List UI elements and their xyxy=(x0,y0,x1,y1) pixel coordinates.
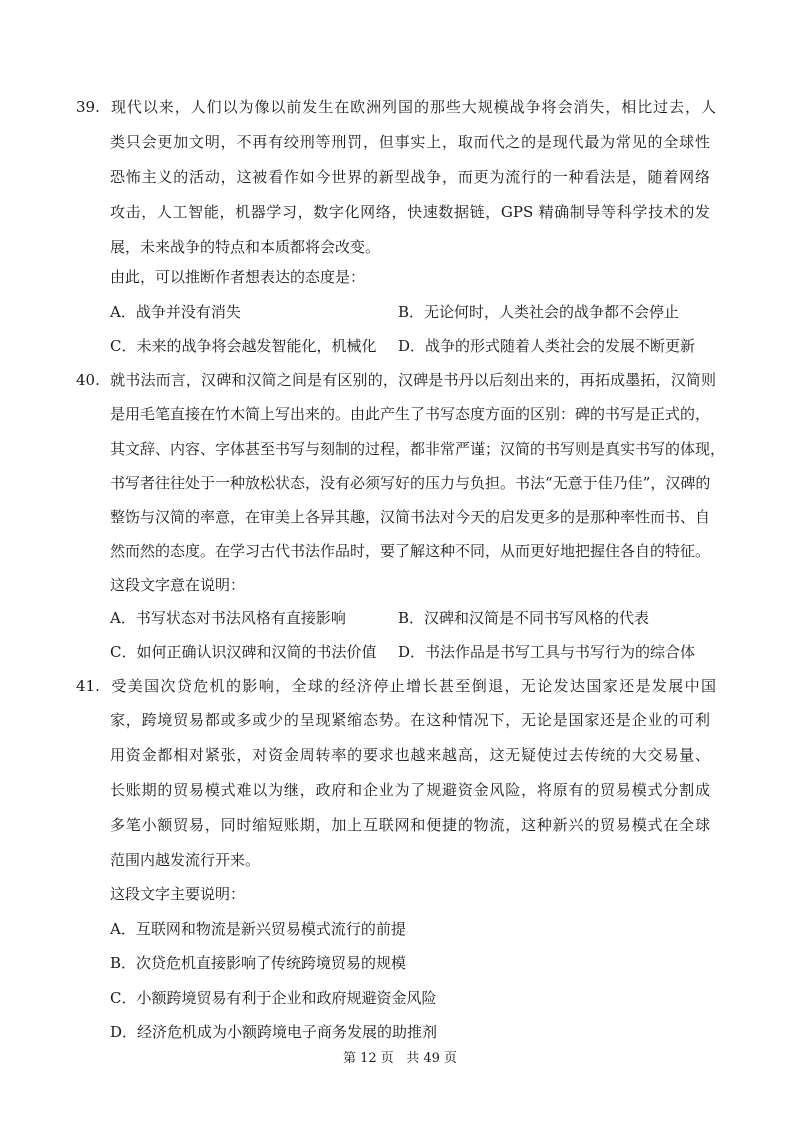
question-40-option-a[interactable]: A．书写状态对书法风格有直接影响 xyxy=(110,609,346,627)
question-40-line-1: 40. 就书法而言，汉碑和汉简之间是有区别的，汉碑是书丹以后刻出来的，再拓成墨拓，汉简则 xyxy=(76,371,716,389)
question-40-option-b[interactable]: B．汉碑和汉简是不同书写风格的代表 xyxy=(398,609,650,627)
question-40-prompt: 这段文字意在说明： xyxy=(110,576,246,594)
question-41-option-a[interactable]: A．互联网和物流是新兴贸易模式流行的前提 xyxy=(110,920,406,938)
question-39-line-2: 类只会更加文明，不再有绞刑等刑罚，但事实上，取而代之的是现代最为常见的全球性 xyxy=(110,133,710,151)
question-40-line-6: 然而然的态度。在学习古代书法作品时，要了解这种不同，从而更好地把握住各自的特征。 xyxy=(110,542,711,560)
question-41-line-1: 41. 受美国次贷危机的影响，全球的经济停止增长甚至倒退，无论发达国家还是发展中国 xyxy=(76,677,716,695)
question-40-option-c[interactable]: C．如何正确认识汉碑和汉简的书法价值 xyxy=(110,643,377,661)
page-number-text: 第 12 页 共 49 页 xyxy=(342,1051,457,1066)
question-41-line-4: 长账期的贸易模式难以为继，政府和企业为了规避资金风险，将原有的贸易模式分割成 xyxy=(110,781,710,799)
question-39-line-3: 恐怖主义的活动，这被看作如今世界的新型战争，而更为流行的一种看法是，随着网络 xyxy=(110,168,710,186)
question-41-option-b[interactable]: B．次贷危机直接影响了传统跨境贸易的规模 xyxy=(110,954,407,972)
question-40-line-5: 整饬与汉简的率意，在审美上各异其趣，汉简书法对今天的启发更多的是那种率性而书、自 xyxy=(110,508,711,526)
question-39-option-c[interactable]: C．未来的战争将会越发智能化，机械化 xyxy=(110,337,377,355)
question-39-option-a[interactable]: A．战争并没有消失 xyxy=(110,303,241,321)
question-number: 41. xyxy=(76,677,100,695)
question-41-line-2: 家，跨境贸易都或多或少的呈现紧缩态势。在这种情况下，无论是国家还是企业的可利 xyxy=(110,711,710,729)
question-39-line-5: 展，未来战争的特点和本质都将会改变。 xyxy=(110,238,381,256)
question-41-line-3: 用资金都相对紧张，对资金周转率的要求也越来越高，这无疑使过去传统的大交易量、 xyxy=(110,746,710,764)
question-39-prompt: 由此，可以推断作者想表达的态度是： xyxy=(110,268,366,286)
question-number: 40. xyxy=(76,371,100,389)
question-40-line-3: 其文辞、内容、字体甚至书写与刻制的过程，都非常严谨；汉简的书写则是真实书写的体现， xyxy=(110,440,726,458)
question-41-line-5: 多笔小额贸易，同时缩短账期，加上互联网和便捷的物流，这种新兴的贸易模式在全球 xyxy=(110,816,710,834)
question-39-line-4: 攻击，人工智能，机器学习，数字化网络，快速数据链，GPS 精确制导等科学技术的发 xyxy=(110,203,710,221)
question-40-line-2: 是用毛笔直接在竹木简上写出来的。由此产生了书写态度方面的区别：碑的书写是正式的， xyxy=(110,405,711,423)
question-41-option-d[interactable]: D．经济危机成为小额跨境电子商务发展的助推剂 xyxy=(110,1023,438,1041)
question-41-option-c[interactable]: C．小额跨境贸易有利于企业和政府规避资金风险 xyxy=(110,989,437,1007)
question-40-option-d[interactable]: D．书法作品是书写工具与书写行为的综合体 xyxy=(398,643,696,661)
question-41-line-6: 范围内越发流行开来。 xyxy=(110,851,261,869)
page-footer xyxy=(0,1049,800,1069)
question-39-option-d[interactable]: D．战争的形式随着人类社会的发展不断更新 xyxy=(398,337,696,355)
question-39-line-1: 39. 现代以来，人们以为像以前发生在欧洲列国的那些大规模战争将会消失，相比过去，人 xyxy=(76,98,716,116)
question-41-prompt: 这段文字主要说明： xyxy=(110,885,246,903)
question-39-option-b[interactable]: B．无论何时，人类社会的战争都不会停止 xyxy=(398,303,680,321)
question-40-line-4: 书写者往往处于一种放松状态，没有必须写好的压力与负担。书法“无意于佳乃佳”，汉碑的 xyxy=(110,474,711,492)
question-number: 39. xyxy=(76,98,100,116)
